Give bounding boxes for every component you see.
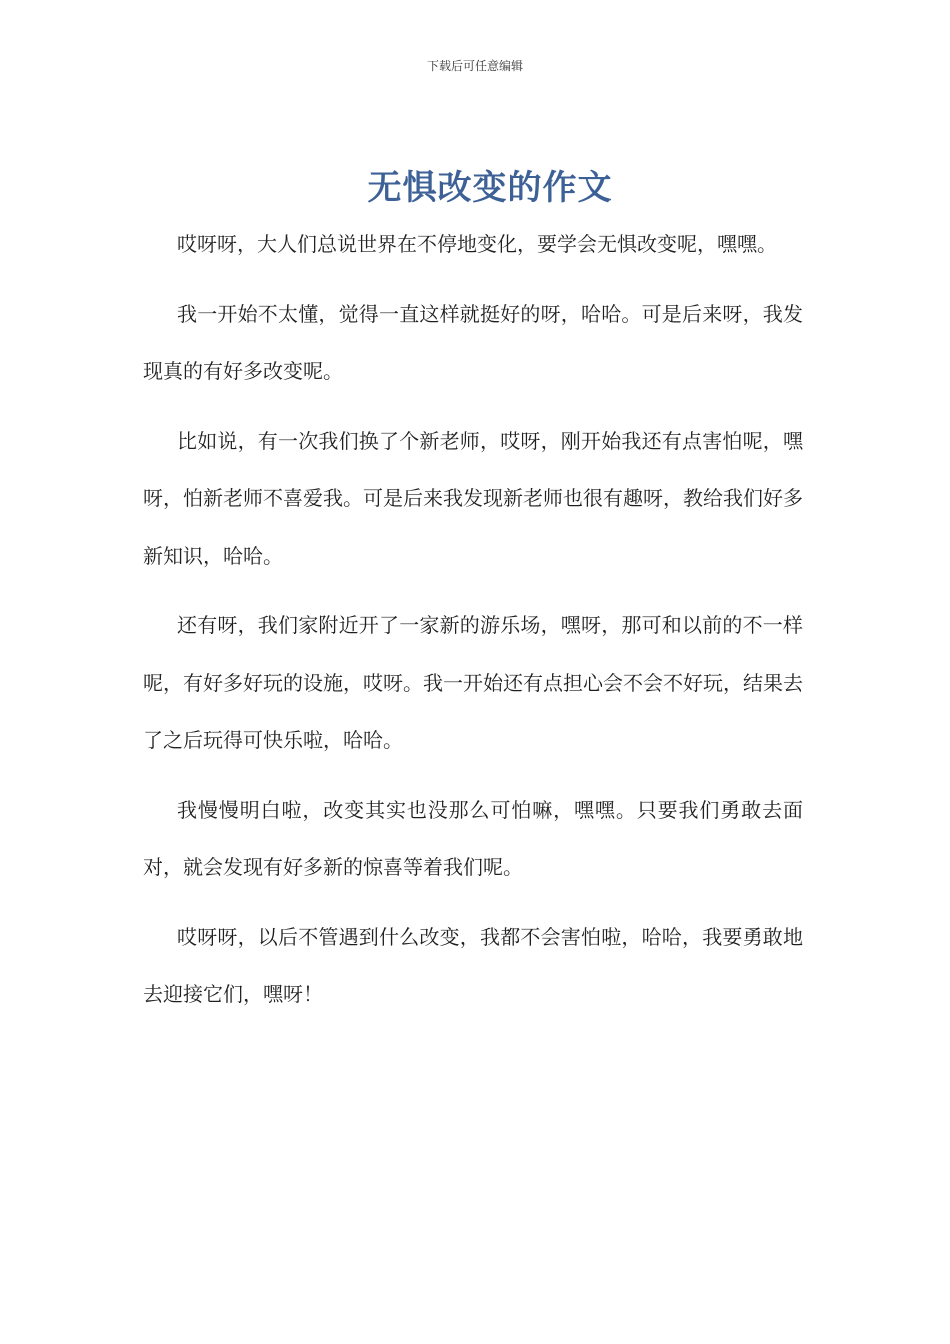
paragraph-2: 我一开始不太懂，觉得一直这样就挺好的呀，哈哈。可是后来呀，我发现真的有好多改变呢。 (143, 301, 803, 383)
page-title: 无惧改变的作文 (367, 168, 613, 208)
paragraph-6: 哎呀呀，以后不管遇到什么改变，我都不会害怕啦，哈哈，我要勇敢地去迎接它们，嘿呀！ (143, 924, 803, 1006)
paragraph-5: 我慢慢明白啦，改变其实也没那么可怕嘛，嘿嘿。只要我们勇敢去面对，就会发现有好多新的惊喜等着我们呢。 (143, 797, 803, 879)
paragraph-1: 哎呀呀，大人们总说世界在不停地变化，要学会无惧改变呢，嘿嘿。 (177, 232, 777, 256)
paragraph-4: 还有呀，我们家附近开了一家新的游乐场，嘿呀，那可和以前的不一样呢，有好多好玩的设施，哎呀。我一开始还有点担心会不会不好玩，结果去了之后玩得可快乐啦，哈哈。 (143, 613, 803, 752)
header-note: 下载后可任意编辑 (426, 59, 523, 73)
essay-body (143, 216, 803, 1036)
paragraph-3: 比如说，有一次我们换了个新老师，哎呀，刚开始我还有点害怕呢，嘿呀，怕新老师不喜爱我。可是后来我发现新老师也很有趣呀，教给我们好多新知识，哈哈。 (143, 428, 803, 568)
